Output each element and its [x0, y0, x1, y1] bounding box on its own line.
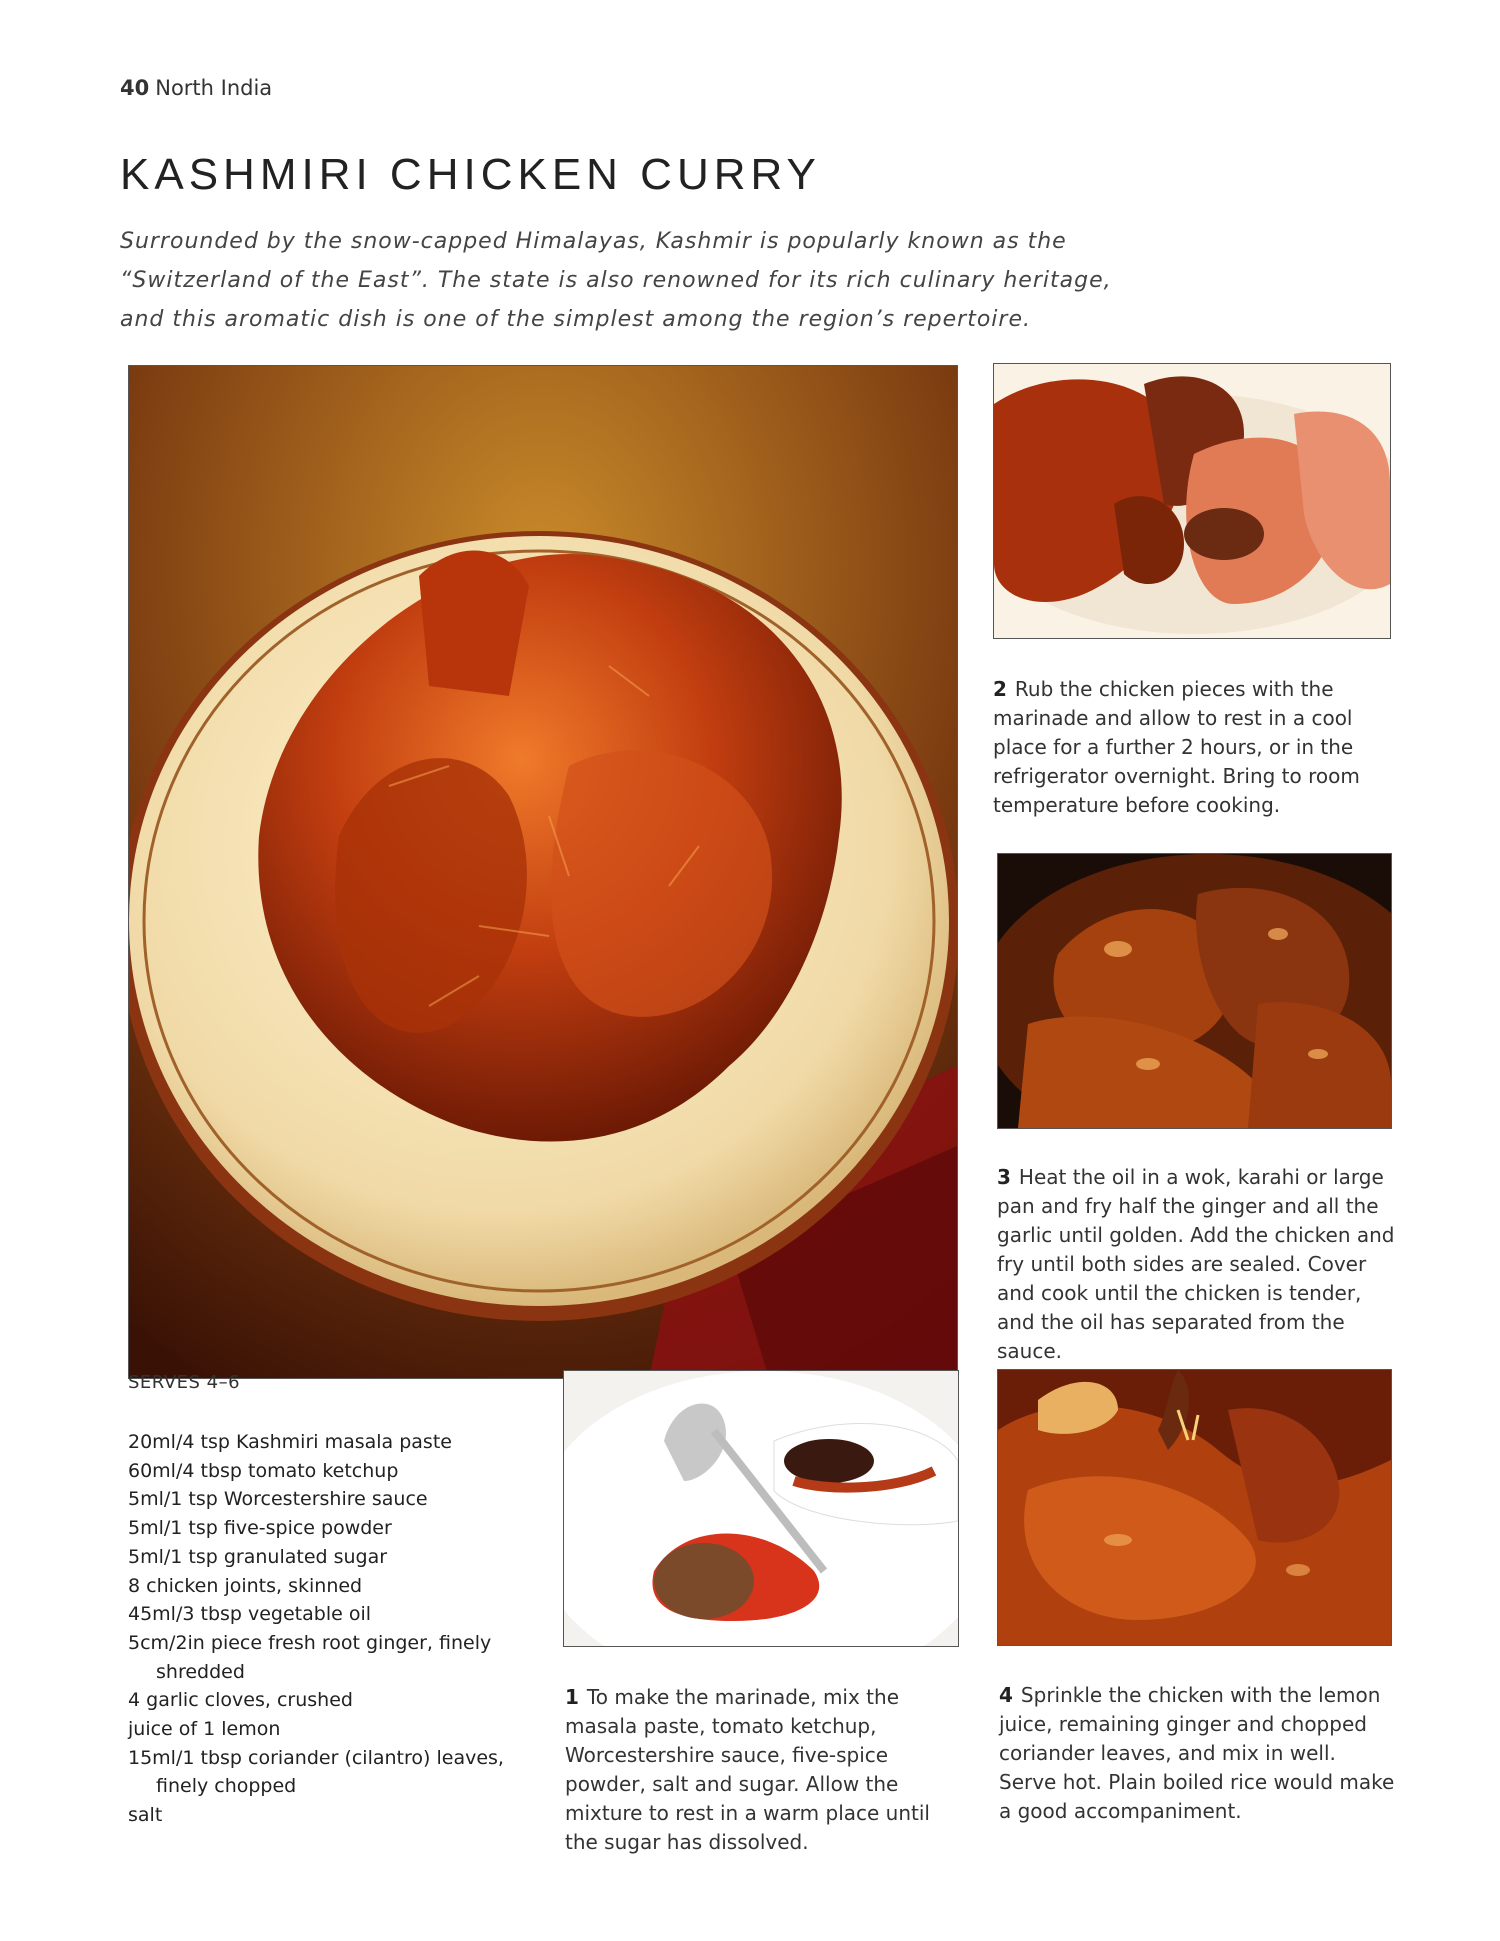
step-1-text [565, 1683, 965, 1857]
ingredient-item: 5ml/1 tsp five-spice powder [128, 1517, 392, 1540]
step-2-body: Rub the chicken pieces with the marinade and allow to rest in a cool place for a further 2 hours, or in the refrigerator overnight. Bring to room temperature before cooking. [993, 677, 1360, 817]
hero-photo-finished-curry [128, 365, 958, 1379]
step-4-text [999, 1681, 1399, 1826]
step-2-text [993, 675, 1388, 820]
ingredient-item: 5ml/1 tsp Worcestershire sauce [128, 1488, 428, 1511]
page-header [120, 76, 272, 100]
step-3-body: Heat the oil in a wok, karahi or large pan and fry half the ginger and all the garlic until golden. Add the chicken and fry until both sides are sealed. Cover and cook until the chicken is tender, and the oil has separated from the sauce. [997, 1165, 1395, 1363]
serves-label: SERVES 4–6 [128, 1372, 241, 1393]
ingredient-list [128, 1428, 508, 1830]
step-1-number: 1 [565, 1685, 579, 1709]
step-3-number: 3 [997, 1165, 1011, 1189]
step-2-number: 2 [993, 677, 1007, 701]
ingredient-item: 4 garlic cloves, crushed [128, 1689, 353, 1712]
recipe-title: KASHMIRI CHICKEN CURRY [120, 150, 821, 199]
step-4-number: 4 [999, 1683, 1013, 1707]
page-number: 40 [120, 76, 150, 100]
step-4-photo [997, 1369, 1392, 1646]
step-2-photo [993, 363, 1391, 639]
ingredient-item: juice of 1 lemon [128, 1718, 281, 1741]
recipe-intro: Surrounded by the snow-capped Himalayas, Kashmir is popularly known as the “Switzerland of the East”. The state is also renowned for its rich culinary heritage, and this aromatic dish is one of the simplest among the region’s repertoire. [120, 229, 1112, 332]
ingredient-item: 8 chicken joints, skinned [128, 1574, 363, 1597]
ingredient-item: 15ml/1 tbsp coriander (cilantro) leaves, finely chopped [128, 1746, 504, 1798]
ingredient-item: salt [128, 1804, 163, 1827]
step-3-photo [997, 853, 1392, 1129]
ingredient-item: 20ml/4 tsp Kashmiri masala paste [128, 1431, 452, 1453]
step-1-photo [563, 1370, 959, 1647]
step-3-text [997, 1163, 1397, 1366]
section-name: North India [155, 76, 273, 100]
step-1-body: To make the marinade, mix the masala paste, tomato ketchup, Worcestershire sauce, five-spice powder, salt and sugar. Allow the mixture to rest in a warm place until the sugar has dissolved. [565, 1685, 930, 1854]
step-4-body: Sprinkle the chicken with the lemon juice, remaining ginger and chopped coriander leaves, and mix in well. Serve hot. Plain boiled rice would make a good accompaniment. [999, 1683, 1395, 1823]
ingredient-item: 5cm/2in piece fresh root ginger, finely shredded [128, 1631, 492, 1683]
ingredient-item: 5ml/1 tsp granulated sugar [128, 1545, 388, 1568]
ingredient-item: 60ml/4 tbsp tomato ketchup [128, 1459, 399, 1482]
ingredient-item: 45ml/3 tbsp vegetable oil [128, 1603, 372, 1626]
